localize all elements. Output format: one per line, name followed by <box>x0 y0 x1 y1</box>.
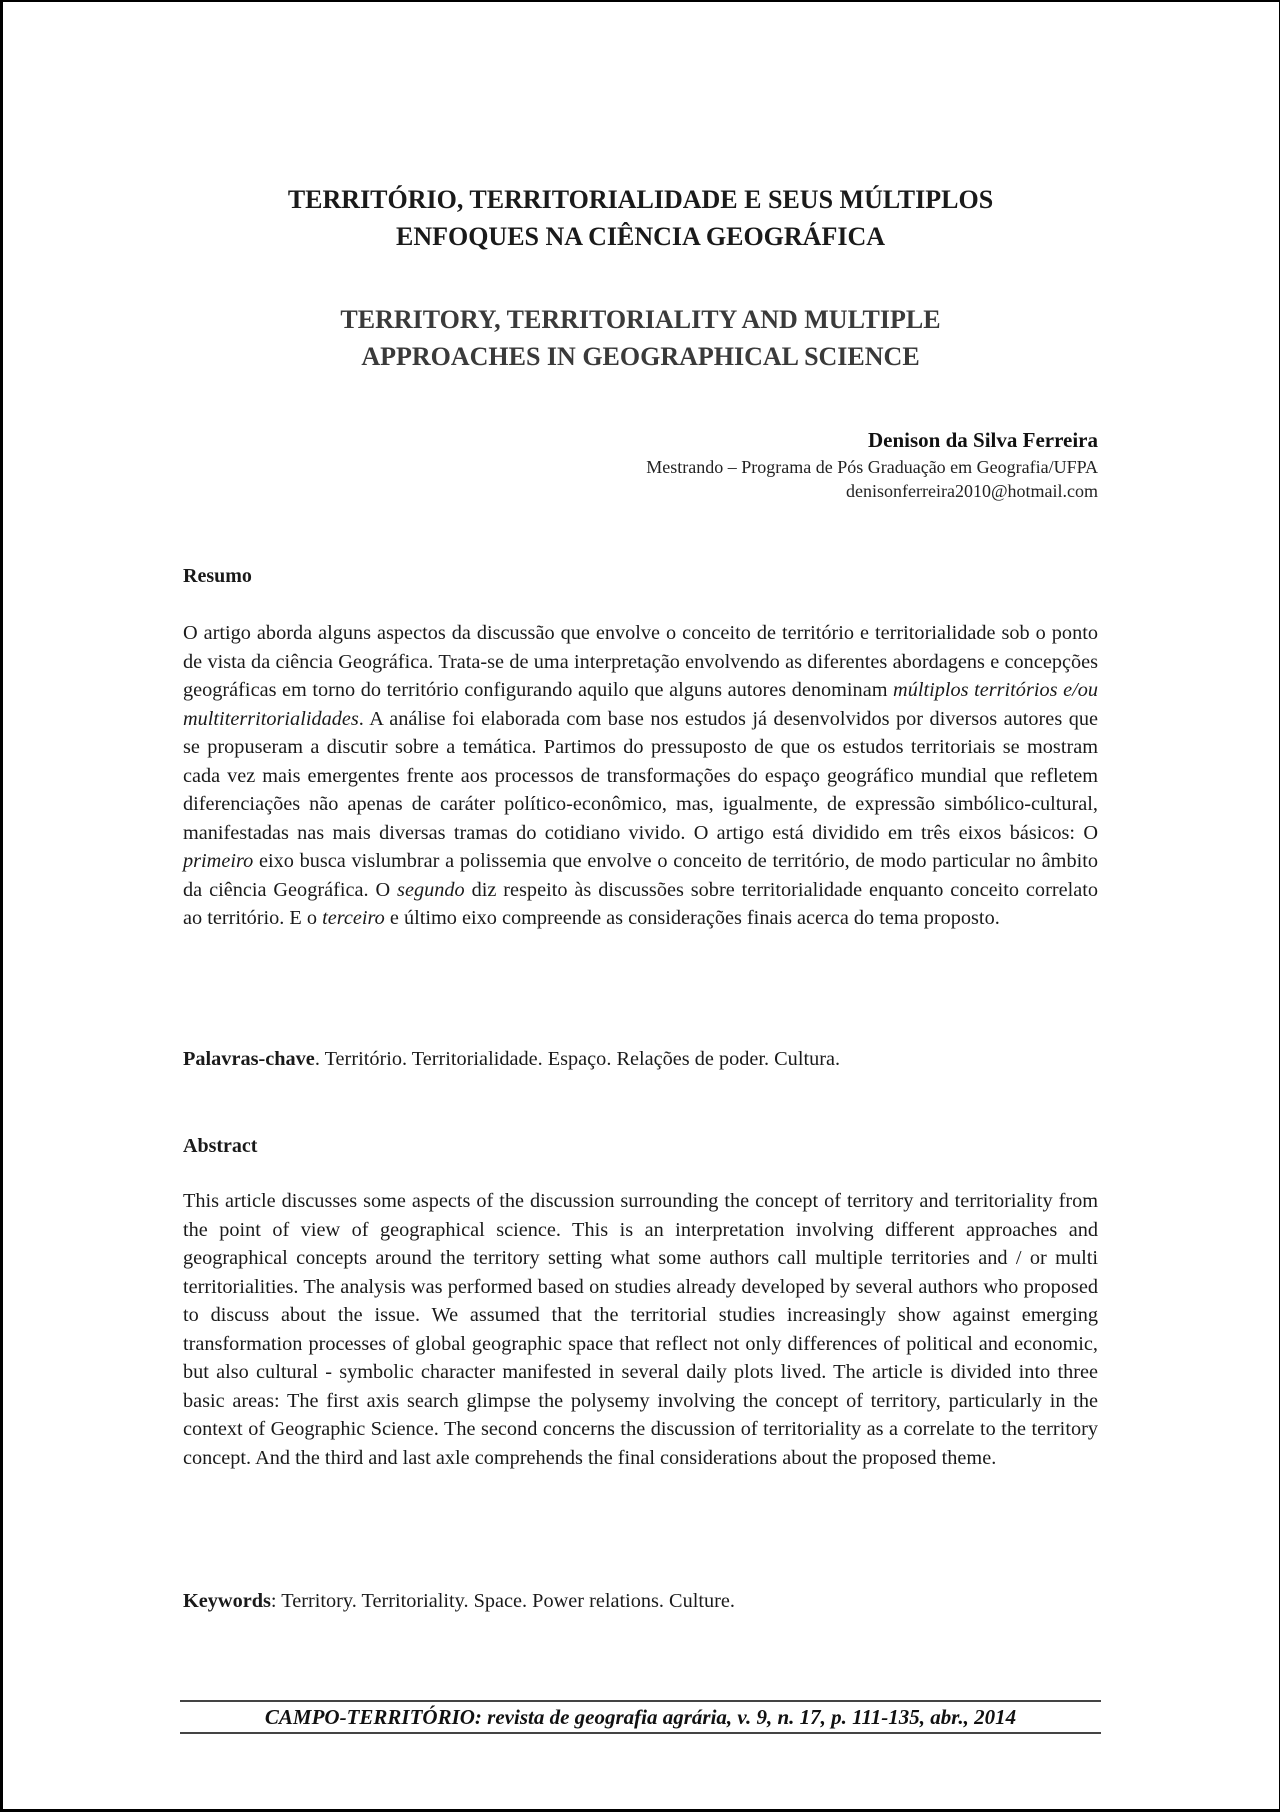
resumo-emphasis-1: múltiplos territórios e/ou multiterritorialidades <box>183 679 1098 730</box>
palavras-chave-label: Palavras-chave <box>183 1048 315 1070</box>
footer-rule-bottom <box>180 1732 1101 1734</box>
resumo-heading: Resumo <box>183 565 252 587</box>
title-pt-line-1: TERRITÓRIO, TERRITORIALIDADE E SEUS MÚLTIPLOS <box>287 185 994 214</box>
palavras-chave-line <box>183 1045 1098 1073</box>
footer-rule-top <box>180 1700 1101 1702</box>
keywords-line <box>183 1587 1098 1615</box>
resumo-emphasis-3: segundo <box>397 878 465 901</box>
title-portuguese <box>183 181 1098 255</box>
resumo-body <box>183 619 1098 933</box>
footer-citation: CAMPO-TERRITÓRIO: revista de geografia agrária, v. 9, n. 17, p. 111-135, abr., 2014 <box>264 1705 1017 1729</box>
title-en-line-2: APPROACHES IN GEOGRAPHICAL SCIENCE <box>361 342 920 371</box>
author-block <box>183 425 1098 503</box>
author-affiliation: Mestrando – Programa de Pós Graduação em Geografia/UFPA <box>646 457 1098 477</box>
title-pt-line-2: ENFOQUES NA CIÊNCIA GEOGRÁFICA <box>395 222 885 251</box>
resumo-emphasis-4: terceiro <box>322 907 385 930</box>
resumo-text-2: . A análise foi elaborada com base nos estudos já desenvolvidos por diversos autores que se propuseram a discutir sobre a temática. Partimos do pressuposto de que os estudos territoriais se mostram cada vez mais emergentes frente aos processos de transformações do espaço geográfico mundial que refletem diferenciações não apenas de caráter político-econômico, mas, igualmente, de expressão simbólico-cultural, manifestadas nas mais diversas tramas do cotidiano vivido. O artigo está dividido em três eixos básicos: O <box>183 707 1098 844</box>
resumo-text-1: O artigo aborda alguns aspectos da discussão que envolve o conceito de território e territorialidade sob o ponto de vista da ciência Geográfica. Trata-se de uma interpretação envolvendo as diferentes abordagens e concepções geográficas em torno do território configurando aquilo que alguns autores denominam <box>183 622 1098 702</box>
title-english <box>183 301 1098 375</box>
resumo-text-4: diz respeito às discussões sobre territorialidade enquanto conceito correlato ao território. E o <box>183 878 1098 930</box>
author-name: Denison da Silva Ferreira <box>867 428 1098 452</box>
abstract-heading: Abstract <box>183 1135 258 1157</box>
resumo-emphasis-2: primeiro <box>183 850 254 873</box>
title-en-line-1: TERRITORY, TERRITORIALITY AND MULTIPLE <box>340 305 941 334</box>
resumo-text-3: eixo busca vislumbrar a polissemia que envolve o conceito de território, de modo particular no âmbito da ciência Geográfica. O <box>183 850 1098 901</box>
abstract-body: This article discusses some aspects of the discussion surrounding the concept of territory and territoriality from the point of view of geographical science. This is an interpretation involving different approaches and geographical concepts around the territory setting what some authors call multiple territories and / or multi territorialities. The analysis was performed based on studies already developed by several authors who proposed to discuss about the issue. We assumed that the territorial studies increasingly show against emerging transformation processes of global geographic space that reflect not only differences of political and economic, but also cultural - symbolic character manifested in several daily plots lived. The article is divided into three basic areas: The first axis search glimpse the polysemy involving the concept of territory, particularly in the context of Geographic Science. The second concerns the discussion of territoriality as a correlate to the territory concept. And the third and last axle comprehends the final considerations about the proposed theme. <box>183 1190 1098 1469</box>
palavras-chave-text: . Território. Territorialidade. Espaço. Relações de poder. Cultura. <box>314 1048 841 1070</box>
author-email[interactable]: denisonferreira2010@hotmail.com <box>846 481 1098 501</box>
keywords-label: Keywords <box>183 1590 271 1612</box>
keywords-text: : Territory. Territoriality. Space. Power relations. Culture. <box>270 1590 735 1612</box>
resumo-text-5: e último eixo compreende as considerações finais acerca do tema proposto. <box>384 907 1000 930</box>
